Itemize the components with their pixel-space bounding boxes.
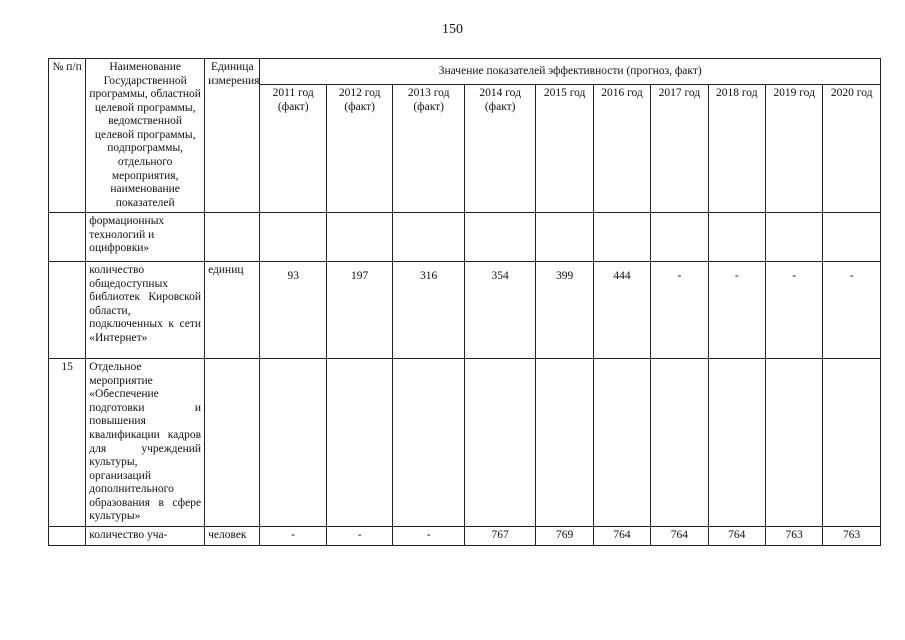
row-value: 93 xyxy=(260,262,326,359)
row-value: - xyxy=(393,526,465,545)
row-unit xyxy=(205,359,260,527)
row-name: Отдельное мероприятие «Обеспечение подготовки и повышения квалификации кадров для учреждений культуры, организаций дополнительного образования в сфере культуры» xyxy=(86,359,205,527)
row-value: - xyxy=(765,262,822,359)
row-value: - xyxy=(823,262,881,359)
row-num xyxy=(49,526,86,545)
performance-indicators-table xyxy=(48,58,881,546)
row-value xyxy=(765,213,822,262)
row-value xyxy=(260,359,326,527)
row-unit xyxy=(205,213,260,262)
row-value: 444 xyxy=(593,262,650,359)
row-name: количество общедоступных библиотек Кировской области, подключенных к сети «Интернет» xyxy=(86,262,205,359)
row-value xyxy=(464,359,536,527)
row-value: 764 xyxy=(708,526,765,545)
row-value xyxy=(326,213,392,262)
row-value: 399 xyxy=(536,262,593,359)
row-value xyxy=(593,213,650,262)
header-name: Наименование Государственной программы, областной целевой программы, ведомственной целевой программы, подпрограммы, отдельного мероприятия, наименование показателей xyxy=(86,59,205,213)
row-value xyxy=(393,359,465,527)
table-row xyxy=(49,359,881,527)
row-unit: человек xyxy=(205,526,260,545)
table-row xyxy=(49,526,881,545)
header-row xyxy=(49,59,881,85)
header-year: 2014 год (факт) xyxy=(464,85,536,213)
table-row xyxy=(49,213,881,262)
row-value: 763 xyxy=(823,526,881,545)
row-value xyxy=(651,213,708,262)
header-year: 2015 год xyxy=(536,85,593,213)
header-year: 2013 год (факт) xyxy=(393,85,465,213)
row-value xyxy=(651,359,708,527)
header-values-group: Значение показателей эффективности (прогноз, факт) xyxy=(260,59,881,85)
row-name: формационных технологий и оцифровки» xyxy=(86,213,205,262)
row-value: 197 xyxy=(326,262,392,359)
header-num: № п/п xyxy=(49,59,86,213)
table-row xyxy=(49,262,881,359)
row-value: 763 xyxy=(765,526,822,545)
header-year: 2016 год xyxy=(593,85,650,213)
row-value xyxy=(393,213,465,262)
row-value xyxy=(823,213,881,262)
row-value xyxy=(536,213,593,262)
row-name: количество уча- xyxy=(86,526,205,545)
row-value: 769 xyxy=(536,526,593,545)
header-year: 2018 год xyxy=(708,85,765,213)
page-number: 150 xyxy=(442,22,463,37)
row-value: 764 xyxy=(593,526,650,545)
row-value xyxy=(765,359,822,527)
row-num xyxy=(49,213,86,262)
row-unit: единиц xyxy=(205,262,260,359)
row-value xyxy=(708,359,765,527)
row-value xyxy=(326,359,392,527)
header-year: 2011 год (факт) xyxy=(260,85,326,213)
row-value: 316 xyxy=(393,262,465,359)
header-unit: Единица измерения xyxy=(205,59,260,213)
header-year: 2017 год xyxy=(651,85,708,213)
row-value: - xyxy=(651,262,708,359)
header-year: 2019 год xyxy=(765,85,822,213)
row-value xyxy=(536,359,593,527)
row-value xyxy=(823,359,881,527)
row-value: 354 xyxy=(464,262,536,359)
row-num: 15 xyxy=(49,359,86,527)
row-value: - xyxy=(708,262,765,359)
row-value: 767 xyxy=(464,526,536,545)
row-value: - xyxy=(326,526,392,545)
header-year: 2012 год (факт) xyxy=(326,85,392,213)
row-value xyxy=(593,359,650,527)
row-value: - xyxy=(260,526,326,545)
header-year: 2020 год xyxy=(823,85,881,213)
row-value xyxy=(260,213,326,262)
row-num xyxy=(49,262,86,359)
row-value xyxy=(464,213,536,262)
row-value xyxy=(708,213,765,262)
row-value: 764 xyxy=(651,526,708,545)
